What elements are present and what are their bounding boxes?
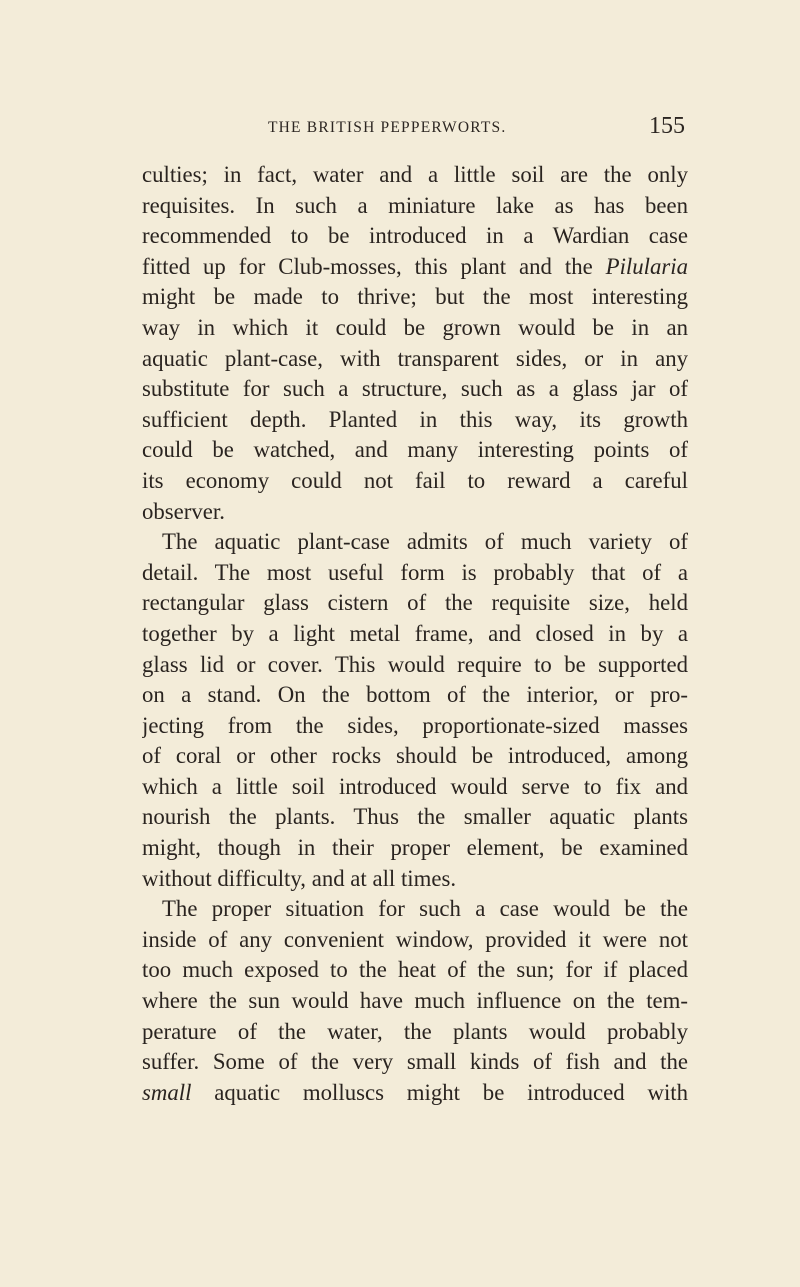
text-line: might, though in their proper element, be examined bbox=[142, 835, 688, 861]
text-line: its economy could not fail to reward a careful bbox=[142, 467, 688, 493]
text-line: of coral or other rocks should be introduced, among bbox=[142, 743, 688, 769]
text-line: The aquatic plant-case admits of much variety of bbox=[162, 529, 688, 555]
text-line: aquatic plant-case, with transparent sides, or in any bbox=[142, 345, 688, 371]
text-line: substitute for such a structure, such as a glass jar of bbox=[142, 376, 688, 402]
text-line: might be made to thrive; but the most interesting bbox=[142, 284, 688, 310]
text-line: nourish the plants. Thus the smaller aquatic plants bbox=[142, 804, 688, 830]
text-line: observer. bbox=[142, 498, 225, 524]
text-line bbox=[142, 252, 688, 283]
text-line: could be watched, and many interesting points of bbox=[142, 437, 688, 463]
text-line: suffer. Some of the very small kinds of fish and the bbox=[142, 1049, 688, 1075]
text-line: requisites. In such a miniature lake as has been bbox=[142, 192, 688, 218]
text-line: together by a light metal frame, and closed in by a bbox=[142, 620, 688, 646]
running-head: THE BRITISH PEPPERWORTS. bbox=[268, 119, 507, 136]
text-line: sufficient depth. Planted in this way, its growth bbox=[142, 406, 688, 432]
text-line: way in which it could be grown would be in an bbox=[142, 314, 688, 340]
body-text bbox=[142, 160, 688, 1108]
text-line: where the sun would have much influence on the tem- bbox=[142, 988, 688, 1014]
text-segment: aquatic molluscs might be introduced with bbox=[214, 1079, 688, 1105]
text-line: rectangular glass cistern of the requisite size, held bbox=[142, 590, 688, 616]
page-number: 155 bbox=[649, 113, 685, 139]
text-line: perature of the water, the plants would probably bbox=[142, 1018, 688, 1044]
text-line: recommended to be introduced in a Wardian case bbox=[142, 223, 688, 249]
text-line: on a stand. On the bottom of the interior, or pro- bbox=[142, 682, 688, 708]
text-line: detail. The most useful form is probably that of a bbox=[142, 559, 688, 585]
text-line bbox=[142, 1078, 688, 1109]
italic-term: Pilularia bbox=[605, 253, 688, 279]
page-header bbox=[140, 115, 685, 145]
text-line: without difficulty, and at all times. bbox=[142, 865, 457, 891]
text-line: which a little soil introduced would serve to fix and bbox=[142, 773, 688, 799]
text-line: jecting from the sides, proportionate-sized masses bbox=[142, 712, 688, 738]
text-line: too much exposed to the heat of the sun; for if placed bbox=[142, 957, 688, 983]
text-line: The proper situation for such a case would be the bbox=[162, 896, 688, 922]
text-line: glass lid or cover. This would require to be supported bbox=[142, 651, 688, 677]
text-line: inside of any convenient window, provided it were not bbox=[142, 926, 688, 952]
text-segment: fitted up for Club-mosses, this plant and the bbox=[142, 253, 593, 279]
text-line: culties; in fact, water and a little soil are the only bbox=[142, 162, 688, 187]
italic-term: small bbox=[142, 1079, 192, 1105]
